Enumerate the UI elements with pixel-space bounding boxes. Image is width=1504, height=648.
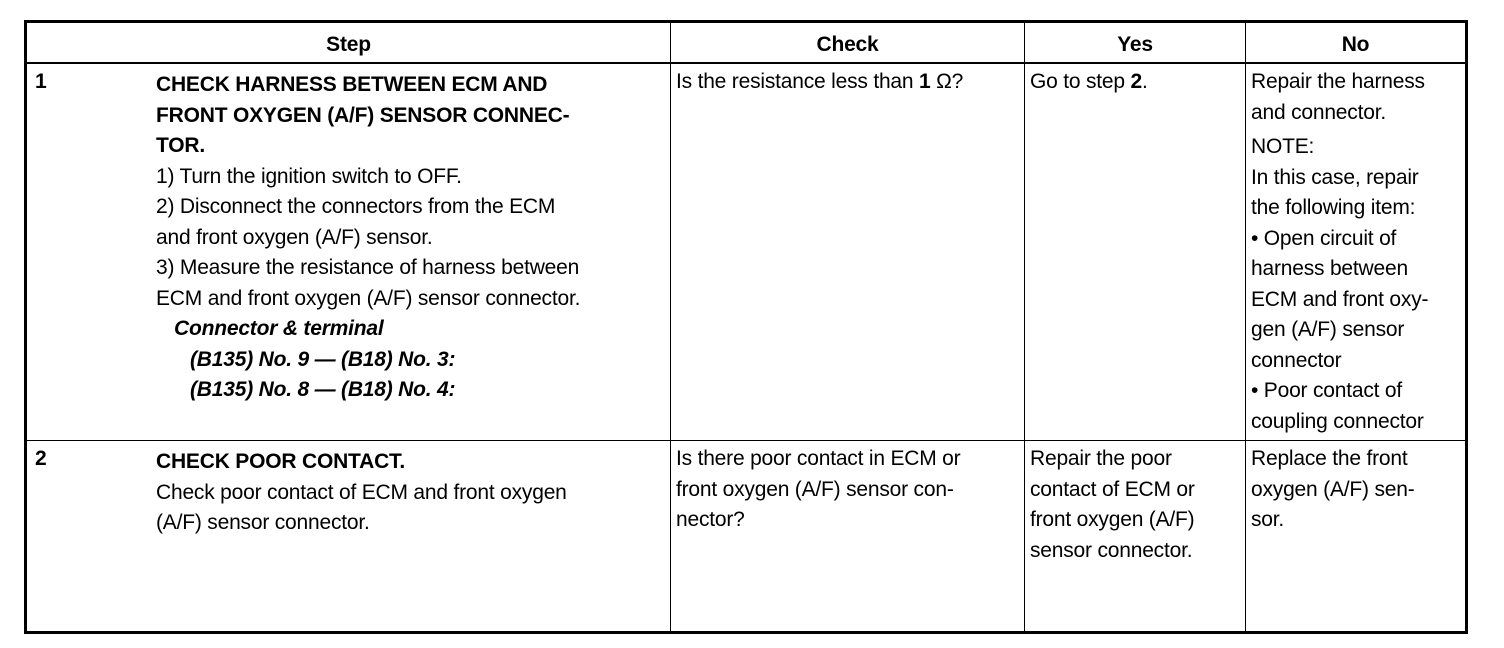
check-cell [671,63,1025,441]
instruction: Check poor contact of ECM and front oxygen [156,480,567,504]
no-cell [1246,441,1467,633]
no-text: Repair the harness [1251,70,1425,93]
step-content [156,67,665,406]
instruction: and front oxygen (A/F) sensor. [156,225,433,249]
step-number: 2 [35,447,47,470]
connector-title: Connector & terminal [174,317,384,340]
yes-cell [1025,441,1246,633]
instruction: 2) Disconnect the connectors from the ECM [156,195,556,218]
no-text: oxygen (A/F) sen- [1251,477,1415,501]
note-text: the following item: [1251,196,1416,219]
terminal-spec: (B135) No. 8 — (B18) No. 4: [190,378,456,401]
note-text: In this case, repair [1251,165,1419,189]
step-title: TOR. [156,134,205,157]
no-text: Replace the front [1251,447,1408,470]
step-cell [26,63,671,441]
note-label: NOTE: [1251,135,1315,158]
yes-text: sensor connector. [1030,538,1193,562]
instruction: 1) Turn the ignition switch to OFF. [156,164,462,188]
check-text: nector? [676,508,745,531]
table-row [26,441,1467,633]
note-bullet: ECM and front oxy- [1251,287,1429,311]
note-bullet: coupling connector [1251,409,1424,433]
note-bullet: • Open circuit of [1251,226,1397,250]
table-row [26,63,1467,441]
yes-text: Repair the poor [1030,447,1172,470]
check-unit: Ω? [930,70,964,93]
header-row [26,22,1467,64]
check-value: 1 [919,70,931,93]
yes-cell [1025,63,1246,441]
diagnostic-table [24,20,1468,634]
step-content [156,444,665,539]
yes-text: front oxygen (A/F) [1030,508,1195,531]
header-check: Check [671,22,1025,64]
note-bullet: harness between [1251,257,1408,280]
instruction: 3) Measure the resistance of harness between [156,256,580,279]
no-cell [1246,63,1467,441]
step-title: FRONT OXYGEN (A/F) SENSOR CONNEC- [156,103,570,127]
yes-text: contact of ECM or [1030,477,1195,501]
header-yes: Yes [1025,22,1246,64]
instruction: (A/F) sensor connector. [156,511,370,534]
check-text: Is the resistance less than [676,70,920,93]
header-no: No [1246,22,1467,64]
terminal-spec: (B135) No. 9 — (B18) No. 3: [190,347,456,371]
check-cell [671,441,1025,633]
note-bullet: • Poor contact of [1251,379,1403,402]
yes-step-ref: 2 [1130,70,1143,93]
note-bullet: connector [1251,348,1342,372]
header-step: Step [26,22,671,64]
step-title: CHECK HARNESS BETWEEN ECM AND [156,73,548,96]
step-title: CHECK POOR CONTACT. [156,450,405,473]
check-text: front oxygen (A/F) sensor con- [676,477,954,501]
step-cell [26,441,671,633]
check-text: Is there poor contact in ECM or [676,447,961,470]
no-text: sor. [1251,508,1285,531]
instruction: ECM and front oxygen (A/F) sensor connector. [156,286,581,310]
no-text: and connector. [1251,100,1386,124]
yes-text: Go to step [1030,70,1131,93]
yes-text-end: . [1142,70,1148,93]
note-bullet: gen (A/F) sensor [1251,318,1405,341]
step-number: 1 [35,70,47,93]
